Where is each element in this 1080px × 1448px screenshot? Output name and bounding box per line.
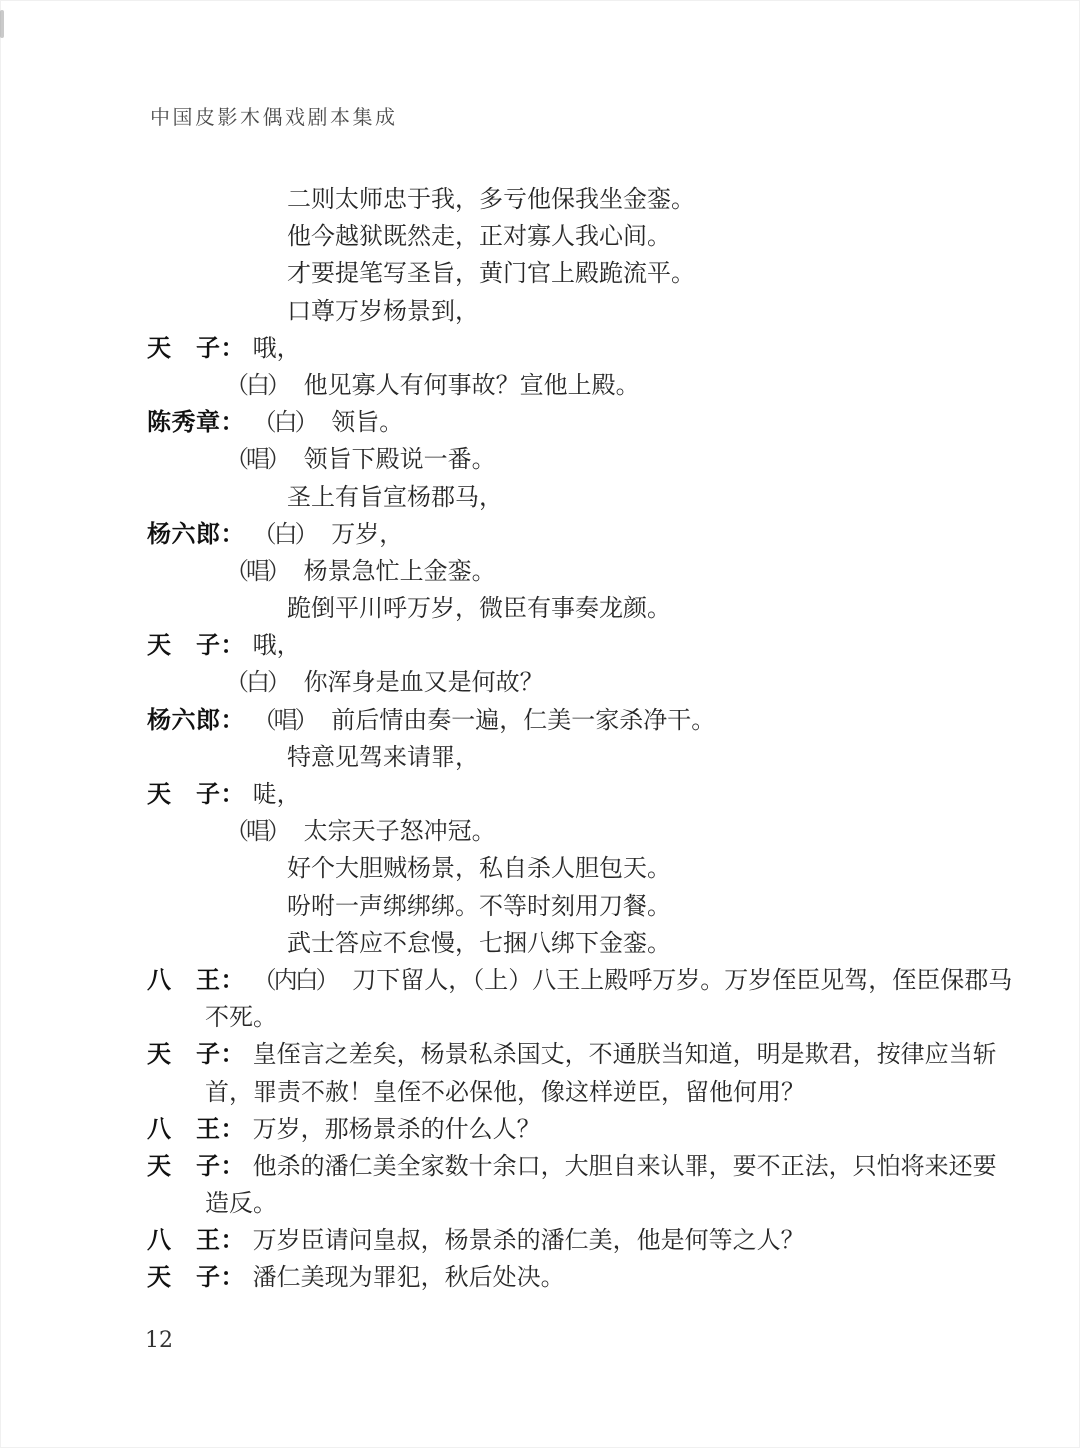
line-text: 领旨下殿说一番。 <box>303 445 496 474</box>
script-line <box>147 404 957 441</box>
page-number: 12 <box>145 1328 173 1353</box>
script-line <box>147 850 957 887</box>
stage-direction: （白） <box>225 668 288 697</box>
line-text: 他见寡人有何事故？宣他上殿。 <box>303 370 640 399</box>
line-text: 皇侄言之差矣，杨景私杀国丈，不通朕当知道，明是欺君，按律应当斩 <box>252 1040 997 1069</box>
stage-direction: （唱） <box>225 445 288 474</box>
speaker-name: 天 子： <box>147 631 245 660</box>
script-line <box>147 293 957 330</box>
speaker-name: 八 王： <box>147 965 245 994</box>
script-line <box>147 925 957 962</box>
speaker-name: 天 子： <box>147 780 245 808</box>
speaker-name: 杨六郎： <box>147 705 245 734</box>
line-text: 太宗天子怒冲冠。 <box>303 817 496 846</box>
line-text: 跪倒平川呼万岁，微臣有事奏龙颜。 <box>287 594 671 623</box>
script-line <box>147 590 957 627</box>
script-line <box>147 479 957 516</box>
line-text: 好个大胆贼杨景，私自杀人胆包天。 <box>287 854 671 883</box>
script-line <box>147 962 1013 999</box>
script-line <box>147 664 957 701</box>
line-text: 才要提笔写圣旨，黄门官上殿跪流平。 <box>287 259 695 288</box>
stage-direction: （唱） <box>252 705 316 734</box>
speaker-name: 天 子： <box>147 1263 245 1292</box>
script-line <box>147 776 957 813</box>
scan-artifact <box>0 10 4 38</box>
line-text: 吩咐一声绑绑绑。不等时刻用刀餐。 <box>287 891 671 920</box>
line-text: 哦， <box>252 333 301 362</box>
line-text: 万岁，那杨景杀的什么人？ <box>252 1114 541 1143</box>
stage-direction: （内白） <box>252 965 337 994</box>
speaker-name: 天 子： <box>147 333 245 362</box>
script-line <box>147 888 957 925</box>
line-text: 他杀的潘仁美全家数十余口，大胆自来认罪，要不正法，只怕将来还要 <box>252 1151 997 1180</box>
script-line <box>147 1148 997 1185</box>
line-text: 首，罪责不赦！皇侄不必保他，像这样逆臣，留他何用？ <box>205 1077 805 1106</box>
speaker-name: 天 子： <box>147 1040 245 1069</box>
speaker-name: 陈秀章： <box>147 408 245 437</box>
line-text: 哦， <box>252 631 301 660</box>
script-line <box>147 516 957 553</box>
stage-direction: （白） <box>252 408 316 437</box>
speaker-name: 八 王： <box>147 1226 245 1255</box>
line-text: 潘仁美现为罪犯，秋后处决。 <box>252 1263 565 1292</box>
line-text: 圣上有旨宣杨郡马， <box>287 482 503 511</box>
script-line <box>147 367 957 404</box>
line-text: 你浑身是血又是何故？ <box>303 668 544 697</box>
script-line <box>147 181 957 218</box>
script-line <box>147 218 957 255</box>
script-line <box>147 1036 997 1073</box>
stage-direction: （唱） <box>225 817 288 846</box>
line-text: 特意见驾来请罪， <box>287 742 479 771</box>
running-header-title: 中国皮影木偶戏剧本集成 <box>150 105 398 129</box>
script-line <box>147 1074 957 1111</box>
line-text: 领旨。 <box>331 408 404 437</box>
line-text: 唗， <box>252 780 301 808</box>
line-text: 前后情由奏一遍，仁美一家杀净干。 <box>331 705 716 734</box>
stage-direction: （唱） <box>225 556 288 585</box>
script-line <box>147 1259 957 1296</box>
line-text: 不死。 <box>205 1003 277 1032</box>
script-line <box>147 739 957 776</box>
script-line <box>147 813 957 850</box>
speaker-name: 八 王： <box>147 1114 245 1143</box>
script-line <box>147 1222 957 1259</box>
script-line <box>147 255 957 292</box>
speaker-name: 杨六郎： <box>147 519 245 548</box>
script-line <box>147 553 957 590</box>
line-text: 万岁臣请问皇叔，杨景杀的潘仁美，他是何等之人？ <box>252 1226 805 1255</box>
script-line <box>147 1111 957 1148</box>
line-text: 他今越狱既然走，正对寡人我心间。 <box>287 222 671 251</box>
stage-direction: （白） <box>225 370 288 399</box>
script-line <box>147 627 957 664</box>
script-line <box>147 999 957 1036</box>
script-line <box>147 702 957 739</box>
line-text: 万岁， <box>331 519 404 548</box>
script-body <box>147 181 1013 1297</box>
stage-direction: （白） <box>252 519 316 548</box>
script-line <box>147 330 957 367</box>
line-text: 杨景急忙上金銮。 <box>303 556 496 585</box>
line-text: 造反。 <box>205 1189 277 1218</box>
line-text: 二则太师忠于我，多亏他保我坐金銮。 <box>287 185 695 213</box>
script-line <box>147 441 957 478</box>
script-line <box>147 1185 957 1222</box>
line-text: 口尊万岁杨景到， <box>287 296 479 325</box>
line-text: 武士答应不怠慢，七捆八绑下金銮。 <box>287 928 671 957</box>
line-text: 刀下留人，（上）八王上殿呼万岁。万岁侄臣见驾，侄臣保郡马 <box>352 965 1013 994</box>
speaker-name: 天 子： <box>147 1151 245 1180</box>
